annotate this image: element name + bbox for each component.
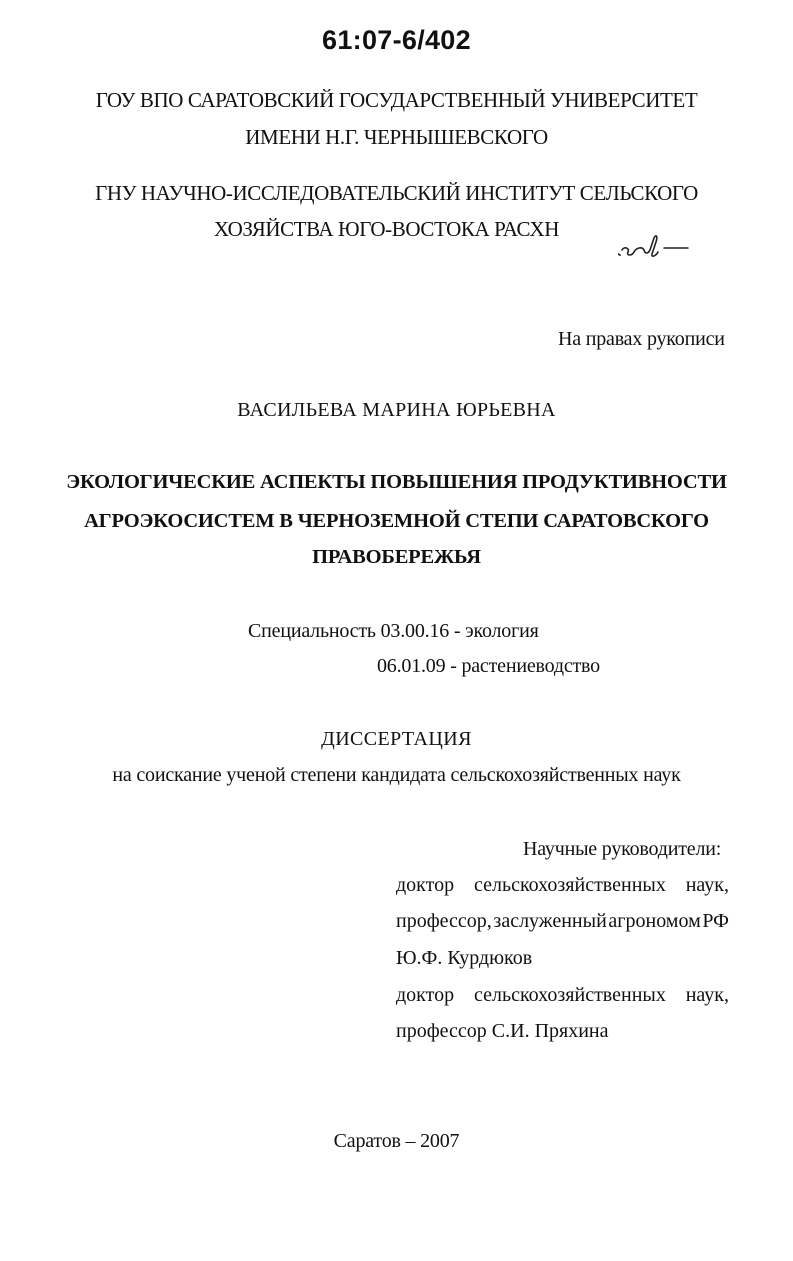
dissertation-title-line-1: ЭКОЛОГИЧЕСКИЕ АСПЕКТЫ ПОВЫШЕНИЯ ПРОДУКТИВНОСТИ xyxy=(66,471,727,493)
supervisor-1-name: Ю.Ф. Курдюков xyxy=(396,947,533,969)
supervisors-heading: Научные руководители: xyxy=(523,838,722,860)
word: профессор, xyxy=(396,910,492,932)
archive-code: 61:07-6/402 xyxy=(322,25,471,55)
word: заслуженный xyxy=(493,910,607,932)
word: доктор xyxy=(396,984,455,1006)
degree-line: на соискание ученой степени кандидата сельскохозяйственных наук xyxy=(112,764,681,786)
supervisor-2-title-name: профессор С.И. Пряхина xyxy=(396,1020,609,1042)
specialty-line-2: 06.01.09 - растениеводство xyxy=(377,655,600,677)
word: доктор xyxy=(396,874,455,896)
dissertation-title-line-3: ПРАВОБЕРЕЖЬЯ xyxy=(312,546,481,568)
university-line-2: ИМЕНИ Н.Г. ЧЕРНЫШЕВСКОГО xyxy=(245,125,548,149)
word: РФ xyxy=(702,910,729,932)
word: сельскохозяйственных xyxy=(473,874,666,896)
city-year: Саратов – 2007 xyxy=(333,1130,460,1152)
word: наук, xyxy=(685,984,729,1006)
supervisor-1-degree xyxy=(396,873,729,897)
university-line-1: ГОУ ВПО САРАТОВСКИЙ ГОСУДАРСТВЕННЫЙ УНИВЕРСИТЕТ xyxy=(95,88,698,112)
institute-line-1: ГНУ НАУЧНО-ИССЛЕДОВАТЕЛЬСКИЙ ИНСТИТУТ СЕЛЬСКОГО xyxy=(95,181,698,205)
work-type: ДИССЕРТАЦИЯ xyxy=(321,728,472,750)
rights-note: На правах рукописи xyxy=(558,328,725,350)
word: сельскохозяйственных xyxy=(473,984,666,1006)
dissertation-title-line-2: АГРОЭКОСИСТЕМ В ЧЕРНОЗЕМНОЙ СТЕПИ САРАТОВСКОГО xyxy=(84,510,709,532)
handwritten-annotation xyxy=(618,226,718,266)
supervisor-1-title xyxy=(396,909,729,933)
institute-line-2: ХОЗЯЙСТВА ЮГО-ВОСТОКА РАСХН xyxy=(213,217,560,241)
author-name: ВАСИЛЬЕВА МАРИНА ЮРЬЕВНА xyxy=(237,399,556,421)
supervisor-2-degree xyxy=(396,983,729,1007)
word: наук, xyxy=(685,874,729,896)
word: агрономом xyxy=(608,910,701,932)
specialty-line-1: Специальность 03.00.16 - экология xyxy=(248,620,539,642)
